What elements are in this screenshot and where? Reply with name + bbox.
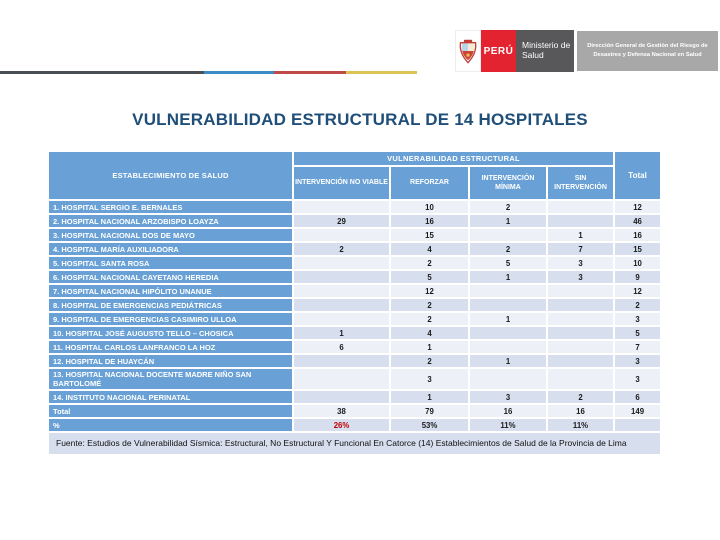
value-cell: 9 [615,271,660,283]
value-cell [470,327,546,339]
value-cell [294,271,389,283]
value-cell [294,285,389,297]
line-segment-red [274,71,346,74]
header-logo [455,30,718,72]
value-cell: 2 [470,243,546,255]
value-cell: 10 [615,257,660,269]
value-cell [548,313,613,325]
hospital-row [49,355,660,367]
value-cell: 2 [391,355,468,367]
decorative-line [0,71,417,74]
value-cell [548,285,613,297]
value-cell: 1 [470,271,546,283]
hospital-name-cell: 10. HOSPITAL JOSÉ AUGUSTO TELLO – CHOSICA [49,327,292,339]
hospital-name-cell: 14. INSTITUTO NACIONAL PERINATAL [49,391,292,403]
value-cell [470,285,546,297]
value-cell: 4 [391,243,468,255]
value-cell: 2 [391,313,468,325]
column-header-sin-intervencion: SIN INTERVENCIÓN [548,167,613,199]
value-cell: 2 [294,243,389,255]
column-header-reforzar: REFORZAR [391,167,468,199]
hospital-row [49,327,660,339]
value-cell [294,313,389,325]
percent-value-cell: 53% [391,419,468,431]
value-cell: 3 [548,271,613,283]
value-cell: 1 [391,341,468,353]
line-segment-blue [204,71,274,74]
value-cell: 10 [391,201,468,213]
value-cell [294,229,389,241]
value-cell [294,355,389,367]
value-cell: 5 [615,327,660,339]
hospital-row [49,229,660,241]
hospital-name-cell: 12. HOSPITAL DE HUAYCÁN [49,355,292,367]
ministry-label: Ministerio de Salud [516,30,574,72]
value-cell: 1 [470,313,546,325]
value-cell: 2 [615,299,660,311]
value-cell: 5 [470,257,546,269]
hospital-row [49,271,660,283]
hospital-name-cell: 3. HOSPITAL NACIONAL DOS DE MAYO [49,229,292,241]
hospital-name-cell: 13. HOSPITAL NACIONAL DOCENTE MADRE NIÑO SAN BARTOLOMÉ [49,369,292,389]
value-cell: 7 [615,341,660,353]
value-cell: 3 [615,369,660,389]
hospital-row [49,201,660,213]
hospital-row [49,285,660,297]
percent-value-cell: 11% [548,419,613,431]
value-cell: 3 [615,355,660,367]
value-cell: 7 [548,243,613,255]
value-cell [294,369,389,389]
value-cell: 1 [391,391,468,403]
percent-row-label: % [49,419,292,431]
value-cell [470,369,546,389]
value-cell [548,341,613,353]
value-cell [294,201,389,213]
value-cell [470,229,546,241]
value-cell [548,215,613,227]
hospital-row [49,313,660,325]
percent-value-cell: 11% [470,419,546,431]
value-cell [470,299,546,311]
value-cell: 16 [615,229,660,241]
column-header-no-viable: INTERVENCIÓN NO VIABLE [294,167,389,199]
hospital-row [49,257,660,269]
value-cell: 12 [615,285,660,297]
line-segment-gray [0,71,204,74]
value-cell: 2 [391,299,468,311]
percent-value-cell: 26% [294,419,389,431]
value-cell [294,257,389,269]
hospital-row [49,299,660,311]
value-cell [548,327,613,339]
peru-coat-of-arms-icon [455,30,481,72]
total-value-cell: 149 [615,405,660,417]
percent-row [49,419,660,431]
percent-value-cell [615,419,660,431]
value-cell: 3 [615,313,660,325]
total-row [49,405,660,417]
table-group-header-row [49,152,660,165]
value-cell [294,391,389,403]
hospital-row [49,243,660,255]
direction-label: Dirección General de Gestión del Riesgo de Desastres y Defensa Nacional en Salud [577,31,718,71]
value-cell: 3 [470,391,546,403]
hospital-row [49,215,660,227]
hospital-name-cell: 4. HOSPITAL MARÍA AUXILIADORA [49,243,292,255]
value-cell: 12 [615,201,660,213]
hospital-name-cell: 11. HOSPITAL CARLOS LANFRANCO LA HOZ [49,341,292,353]
value-cell: 2 [470,201,546,213]
value-cell: 4 [391,327,468,339]
value-cell [548,201,613,213]
value-cell: 2 [548,391,613,403]
value-cell: 2 [391,257,468,269]
value-cell: 16 [391,215,468,227]
value-cell: 6 [294,341,389,353]
line-segment-yellow [346,71,417,74]
slide-title: VULNERABILIDAD ESTRUCTURAL DE 14 HOSPITALES [132,110,588,129]
value-cell: 46 [615,215,660,227]
value-cell: 15 [615,243,660,255]
value-cell: 5 [391,271,468,283]
total-value-cell: 16 [548,405,613,417]
group-header-cell: VULNERABILIDAD ESTRUCTURAL [294,152,613,165]
value-cell: 3 [391,369,468,389]
hospital-name-cell: 9. HOSPITAL DE EMERGENCIAS CASIMIRO ULLOA [49,313,292,325]
hospital-name-cell: 7. HOSPITAL NACIONAL HIPÓLITO UNANUE [49,285,292,297]
source-row [49,433,660,454]
value-cell: 6 [615,391,660,403]
value-cell: 1 [470,215,546,227]
value-cell: 29 [294,215,389,227]
total-row-label: Total [49,405,292,417]
hospital-row [49,391,660,403]
hospital-name-cell: 5. HOSPITAL SANTA ROSA [49,257,292,269]
hospital-row [49,369,660,389]
value-cell: 1 [470,355,546,367]
value-cell [548,299,613,311]
hospital-name-cell: 1. HOSPITAL SERGIO E. BERNALES [49,201,292,213]
hospital-name-cell: 6. HOSPITAL NACIONAL CAYETANO HEREDIA [49,271,292,283]
total-value-cell: 16 [470,405,546,417]
hospital-name-cell: 2. HOSPITAL NACIONAL ARZOBISPO LOAYZA [49,215,292,227]
value-cell: 3 [548,257,613,269]
column-header-establecimiento: ESTABLECIMIENTO DE SALUD [49,152,292,199]
vulnerability-table [47,150,662,456]
source-note: Fuente: Estudios de Vulnerabilidad Sísmica: Estructural, No Estructural Y Funcional En Catorce (14) Establecimientos de Salud de la Provincia de Lima [49,433,660,454]
value-cell [548,369,613,389]
column-header-minima: INTERVENCIÓN MÍNIMA [470,167,546,199]
total-value-cell: 38 [294,405,389,417]
value-cell: 1 [294,327,389,339]
value-cell [470,341,546,353]
value-cell: 1 [548,229,613,241]
value-cell: 15 [391,229,468,241]
hospital-row [49,341,660,353]
total-value-cell: 79 [391,405,468,417]
value-cell [294,299,389,311]
value-cell [548,355,613,367]
value-cell: 12 [391,285,468,297]
hospital-name-cell: 8. HOSPITAL DE EMERGENCIAS PEDIÁTRICAS [49,299,292,311]
peru-flag-label: PERÚ [481,30,516,72]
column-header-total: Total [615,152,660,199]
